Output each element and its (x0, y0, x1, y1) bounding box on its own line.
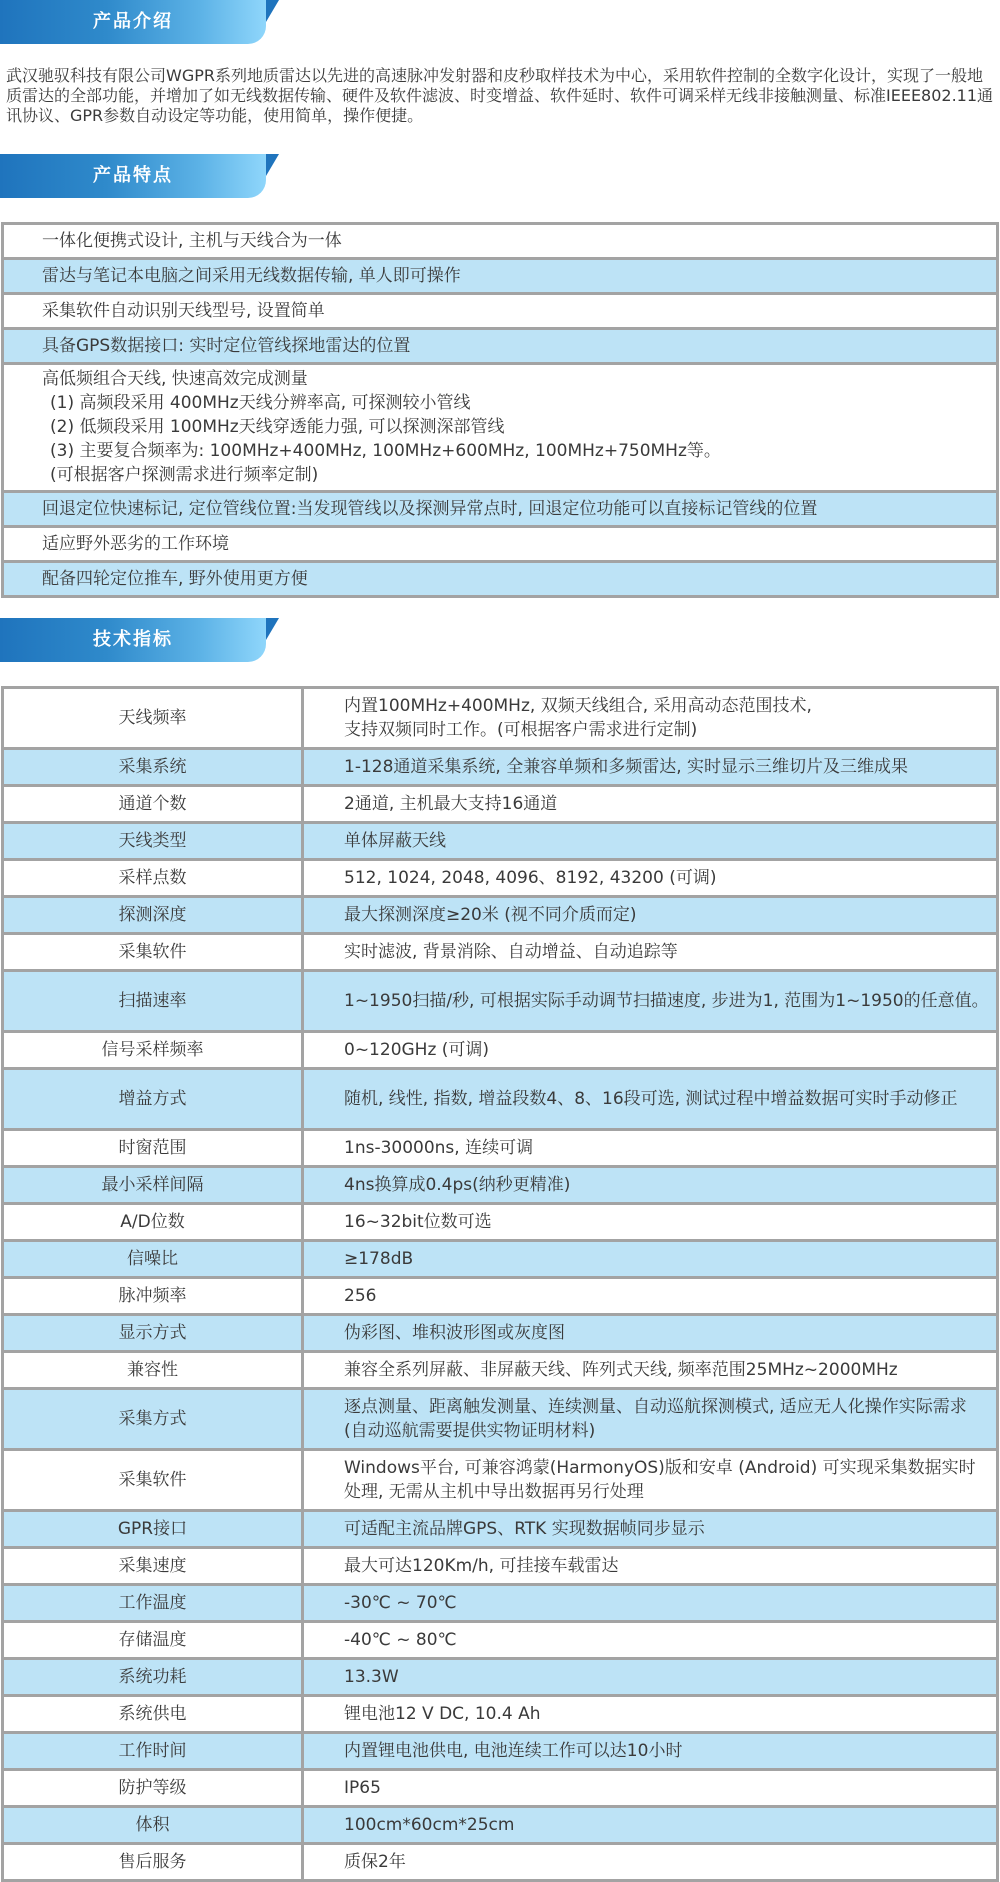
spec-row (3, 971, 998, 1032)
spec-value (303, 688, 998, 749)
spec-value-text: 可适配主流品牌GPS、RTK 实现数据帧同步显示 (344, 1519, 705, 1539)
spec-key: 时窗范围 (3, 1130, 303, 1167)
spec-row (3, 1585, 998, 1622)
feature-text: 高低频组合天线, 快速高效完成测量 (42, 369, 308, 389)
spec-key: 工作温度 (3, 1585, 303, 1622)
feature-cell (3, 364, 998, 492)
spec-key: A/D位数 (3, 1204, 303, 1241)
spec-value-text: 内置100MHz+400MHz, 双频天线组合, 采用高动态范围技术, (344, 696, 812, 716)
spec-row (3, 1696, 998, 1733)
spec-value (303, 1450, 998, 1511)
spec-value (303, 1807, 998, 1844)
spec-key: 系统供电 (3, 1696, 303, 1733)
spec-row (3, 1622, 998, 1659)
feature-subitem: (3) 主要复合频率为: 100MHz+400MHz, 100MHz+600MHz, 100MHz+750MHz等。 (50, 441, 721, 461)
spec-value (303, 860, 998, 897)
intro-paragraph: 武汉驰驭科技有限公司WGPR系列地质雷达以先进的高速脉冲发射器和皮秒取样技术为中心，采用软件控制的全数字化设计，实现了一般地质雷达的全部功能，并增加了如无线数据传输、硬件及软件滤波、时变增益、软件延时、软件可调采样无线非接触测量、标准IEEE802.11通讯协议、GPR参数自动设定等功能，使用简单，操作便捷。 (6, 66, 994, 125)
spec-value (303, 1278, 998, 1315)
spec-key: 兼容性 (3, 1352, 303, 1389)
spec-row (3, 1130, 998, 1167)
spec-key: 采集软件 (3, 934, 303, 971)
spec-row (3, 1844, 998, 1881)
spec-key: 采集软件 (3, 1450, 303, 1511)
spec-row (3, 1450, 998, 1511)
spec-value-text: Windows平台, 可兼容鸿蒙(HarmonyOS)版和安卓 (Android) 可实现采集数据实时处理, 无需从主机中导出数据再另行处理 (344, 1458, 976, 1502)
feature-row (3, 329, 998, 364)
feature-row (3, 492, 998, 527)
feature-row (3, 224, 998, 259)
feature-row (3, 364, 998, 492)
spec-value-text: 随机, 线性, 指数, 增益段数4、8、16段可选, 测试过程中增益数据可实时手动修正 (344, 1089, 958, 1109)
spec-key: 增益方式 (3, 1069, 303, 1130)
feature-cell (3, 294, 998, 329)
spec-value (303, 1315, 998, 1352)
spec-value (303, 1548, 998, 1585)
spec-row (3, 1204, 998, 1241)
spec-row (3, 1315, 998, 1352)
feature-subitem: (2) 低频段采用 100MHz天线穿透能力强, 可以探测深部管线 (50, 417, 505, 437)
spec-value (303, 1130, 998, 1167)
spec-value-text: 单体屏蔽天线 (344, 831, 446, 851)
spec-key: 信噪比 (3, 1241, 303, 1278)
spec-value-text: 1ns-30000ns, 连续可调 (344, 1138, 534, 1158)
spec-value-text: ≥178dB (344, 1249, 414, 1269)
spec-row (3, 860, 998, 897)
feature-text: 一体化便携式设计, 主机与天线合为一体 (42, 230, 342, 251)
header-corner-triangle (266, 618, 279, 640)
spec-value-text: 实时滤波, 背景消除、自动增益、自动追踪等 (344, 942, 678, 962)
section-title: 产品介绍 (93, 11, 173, 32)
spec-value (303, 1659, 998, 1696)
spec-key: 天线类型 (3, 823, 303, 860)
feature-cell (3, 329, 998, 364)
feature-row (3, 294, 998, 329)
spec-row (3, 1659, 998, 1696)
spec-row (3, 897, 998, 934)
spec-key: 最小采样间隔 (3, 1167, 303, 1204)
spec-value (303, 1622, 998, 1659)
spec-key: 采集方式 (3, 1389, 303, 1450)
specs-table (1, 686, 999, 1882)
spec-value-text: 最大探测深度≥20米 (视不同介质而定) (344, 905, 637, 925)
spec-row (3, 1389, 998, 1450)
spec-value (303, 1241, 998, 1278)
spec-value (303, 1167, 998, 1204)
spec-key: 防护等级 (3, 1770, 303, 1807)
spec-value-text: 锂电池12 V DC, 10.4 Ah (344, 1704, 541, 1724)
spec-key: 探测深度 (3, 897, 303, 934)
spec-value (303, 934, 998, 971)
section-header-specs (0, 618, 266, 662)
spec-value (303, 1032, 998, 1069)
section-title: 技术指标 (93, 629, 173, 650)
feature-row (3, 259, 998, 294)
section-header-intro (0, 0, 266, 44)
spec-value-text: 最大可达120Km/h, 可挂接车载雷达 (344, 1556, 619, 1576)
spec-key: 采集系统 (3, 749, 303, 786)
spec-key: 扫描速率 (3, 971, 303, 1032)
spec-row (3, 1167, 998, 1204)
spec-value (303, 1069, 998, 1130)
spec-key: 采集速度 (3, 1548, 303, 1585)
section-title: 产品特点 (93, 165, 173, 186)
spec-row (3, 934, 998, 971)
feature-text: 适应野外恶劣的工作环境 (42, 533, 229, 554)
spec-row (3, 1278, 998, 1315)
header-corner-triangle (266, 0, 279, 22)
spec-value-text: 兼容全系列屏蔽、非屏蔽天线、阵列式天线, 频率范围25MHz~2000MHz (344, 1360, 898, 1380)
spec-value (303, 1733, 998, 1770)
spec-value-text: 0~120GHz (可调) (344, 1040, 490, 1060)
feature-cell (3, 259, 998, 294)
spec-value-text: 逐点测量、距离触发测量、连续测量、自动巡航探测模式, 适应无人化操作实际需求 (自动巡航需要提供实物证明材料) (344, 1397, 967, 1441)
spec-value (303, 1585, 998, 1622)
spec-row (3, 1770, 998, 1807)
spec-value-text: 质保2年 (344, 1852, 406, 1872)
header-corner-triangle (266, 154, 279, 176)
spec-value-text: 1~1950扫描/秒, 可根据实际手动调节扫描速度, 步进为1, 范围为1~1950的任意值。 (344, 991, 989, 1011)
spec-value-text: 4ns换算成0.4ps(纳秒更精准) (344, 1175, 571, 1195)
spec-value-text: 512, 1024, 2048, 4096、8192, 43200 (可调) (344, 868, 717, 888)
feature-subitem: (可根据客户探测需求进行频率定制) (50, 465, 319, 485)
spec-value (303, 1511, 998, 1548)
spec-key: 售后服务 (3, 1844, 303, 1881)
feature-text: 雷达与笔记本电脑之间采用无线数据传输, 单人即可操作 (42, 265, 461, 286)
spec-value-text: IP65 (344, 1778, 381, 1798)
spec-value (303, 1770, 998, 1807)
spec-value-text: 13.3W (344, 1667, 399, 1687)
spec-key: 通道个数 (3, 786, 303, 823)
spec-value-text: -40℃ ~ 80℃ (344, 1630, 457, 1650)
spec-row (3, 1548, 998, 1585)
spec-row (3, 1069, 998, 1130)
feature-cell (3, 562, 998, 597)
spec-value-text-line2: 支持双频同时工作。(可根据客户需求进行定制) (344, 720, 698, 740)
spec-row (3, 1511, 998, 1548)
spec-value (303, 823, 998, 860)
spec-value (303, 971, 998, 1032)
spec-key: 存储温度 (3, 1622, 303, 1659)
spec-value (303, 749, 998, 786)
spec-key: 天线频率 (3, 688, 303, 749)
spec-value (303, 1204, 998, 1241)
spec-row (3, 749, 998, 786)
feature-cell (3, 527, 998, 562)
spec-value (303, 786, 998, 823)
spec-value-text: -30℃ ~ 70℃ (344, 1593, 457, 1613)
spec-value-text: 伪彩图、堆积波形图或灰度图 (344, 1323, 565, 1343)
spec-key: GPR接口 (3, 1511, 303, 1548)
spec-row (3, 1733, 998, 1770)
spec-key: 系统功耗 (3, 1659, 303, 1696)
spec-row (3, 1241, 998, 1278)
spec-key: 显示方式 (3, 1315, 303, 1352)
spec-value-text: 1-128通道采集系统, 全兼容单频和多频雷达, 实时显示三维切片及三维成果 (344, 757, 909, 777)
feature-text: 具备GPS数据接口: 实时定位管线探地雷达的位置 (42, 335, 411, 356)
spec-row (3, 1352, 998, 1389)
spec-row (3, 786, 998, 823)
spec-key: 信号采样频率 (3, 1032, 303, 1069)
feature-text: 采集软件自动识别天线型号, 设置简单 (42, 300, 325, 321)
feature-text: 配备四轮定位推车, 野外使用更方便 (42, 568, 308, 589)
spec-value-text: 100cm*60cm*25cm (344, 1815, 515, 1835)
spec-row (3, 1807, 998, 1844)
feature-subitem: (1) 高频段采用 400MHz天线分辨率高, 可探测较小管线 (50, 393, 471, 413)
section-header-features (0, 154, 266, 198)
spec-key: 体积 (3, 1807, 303, 1844)
spec-value (303, 1389, 998, 1450)
spec-value (303, 1696, 998, 1733)
spec-value-text: 2通道, 主机最大支持16通道 (344, 794, 558, 814)
spec-row (3, 688, 998, 749)
spec-key: 脉冲频率 (3, 1278, 303, 1315)
spec-value-text: 内置锂电池供电, 电池连续工作可以达10小时 (344, 1741, 683, 1761)
feature-cell (3, 224, 998, 259)
spec-value-text: 16~32bit位数可选 (344, 1212, 492, 1232)
spec-key: 采样点数 (3, 860, 303, 897)
spec-value (303, 897, 998, 934)
spec-value-text: 256 (344, 1286, 377, 1306)
spec-row (3, 1032, 998, 1069)
feature-row (3, 562, 998, 597)
feature-cell (3, 492, 998, 527)
feature-text: 回退定位快速标记, 定位管线位置:当发现管线以及探测异常点时, 回退定位功能可以直接标记管线的位置 (42, 498, 818, 519)
spec-key: 工作时间 (3, 1733, 303, 1770)
spec-row (3, 823, 998, 860)
features-table (1, 222, 999, 598)
spec-value (303, 1844, 998, 1881)
spec-value (303, 1352, 998, 1389)
feature-row (3, 527, 998, 562)
